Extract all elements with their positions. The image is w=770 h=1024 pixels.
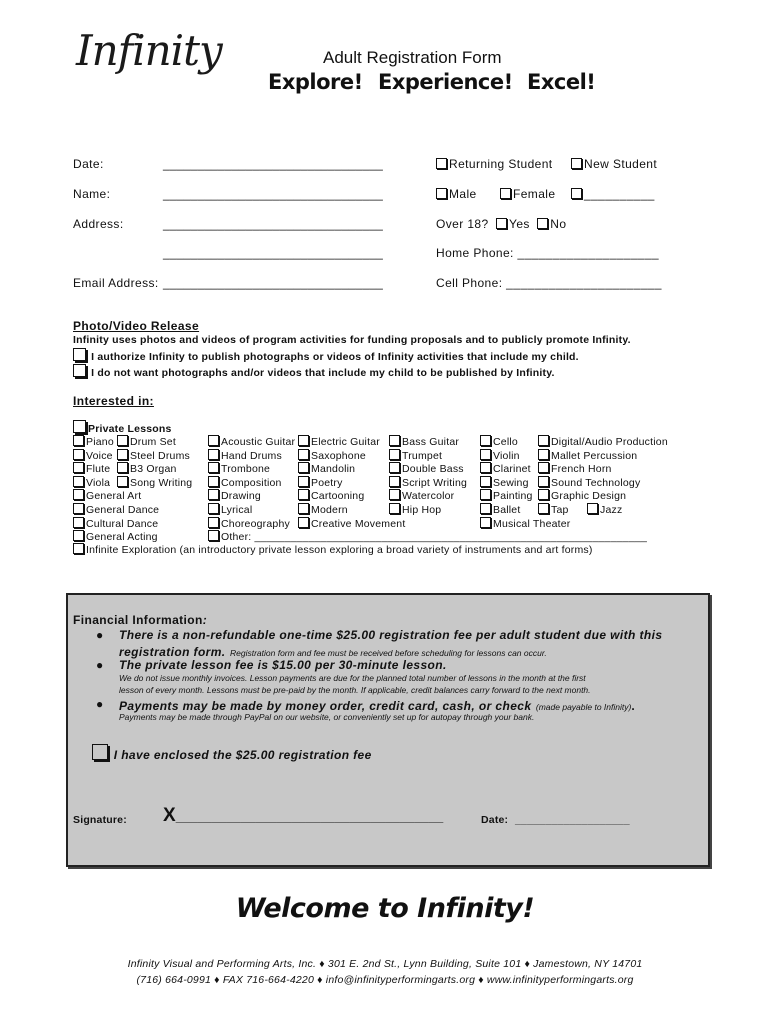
checkbox-icon xyxy=(571,158,582,169)
checkbox-icon xyxy=(208,517,219,528)
checkbox-icon xyxy=(436,188,447,199)
checkbox-icon xyxy=(538,503,549,514)
bullet-icon: ● xyxy=(96,658,104,672)
checkbox-icon xyxy=(208,435,219,446)
footer-contact: (716) 664-0991 ♦ FAX 716-664-4220 ♦ info@infinityperformingarts.org ♦ www.infinityperformingarts.org xyxy=(136,974,634,986)
interest-option[interactable]: Trombone xyxy=(208,462,270,475)
interest-option[interactable]: General Dance xyxy=(73,503,159,516)
over18-yes-option[interactable]: Yes xyxy=(496,217,530,231)
checkbox-icon xyxy=(73,348,86,361)
interest-option[interactable]: General Acting xyxy=(73,530,158,543)
checkbox-icon xyxy=(208,489,219,500)
address-label: Address: xyxy=(73,217,124,231)
photo-decline-option[interactable]: I do not want photographs and/or videos that include my child to be published by Infinity. xyxy=(73,364,555,379)
slogan-experience: Experience! xyxy=(378,70,513,94)
checkbox-icon xyxy=(389,503,400,514)
interest-option[interactable]: Sound Technology xyxy=(538,476,640,489)
checkbox-icon xyxy=(537,218,548,229)
checkbox-icon xyxy=(73,543,84,554)
interest-option-infinite-exploration[interactable]: Infinite Exploration (an introductory private lesson exploring a broad variety of instruments and art forms) xyxy=(73,543,593,556)
payment-detail: Payments may be made through PayPal on our website, or conveniently set up for autopay through your bank. xyxy=(119,712,535,722)
checkbox-icon xyxy=(389,476,400,487)
interest-option[interactable]: Drum Set xyxy=(117,435,176,448)
checkbox-icon xyxy=(73,364,86,377)
interest-option[interactable]: Voice xyxy=(73,449,113,462)
photo-release-heading: Photo/Video Release xyxy=(73,319,200,333)
interest-option[interactable]: Digital/Audio Production xyxy=(538,435,668,448)
checkbox-icon xyxy=(73,420,86,433)
checkbox-icon xyxy=(389,462,400,473)
interest-option[interactable]: Violin xyxy=(480,449,520,462)
over18-label: Over 18? xyxy=(436,217,489,231)
interest-option[interactable]: Cello xyxy=(480,435,518,448)
interest-option[interactable]: Cultural Dance xyxy=(73,517,158,530)
interest-option[interactable]: Hand Drums xyxy=(208,449,282,462)
interest-option[interactable]: Poetry xyxy=(298,476,343,489)
interest-option[interactable]: B3 Organ xyxy=(117,462,177,475)
interest-option[interactable]: Acoustic Guitar xyxy=(208,435,295,448)
checkbox-icon xyxy=(389,449,400,460)
date-field[interactable]: ________________________________ xyxy=(163,157,383,171)
name-label: Name: xyxy=(73,187,111,201)
checkbox-icon xyxy=(117,462,128,473)
slogan-excel: Excel! xyxy=(527,70,596,94)
checkbox-icon xyxy=(298,435,309,446)
fee-statement: There is a non-refundable one-time $25.00 registration fee per adult student due with this xyxy=(119,628,663,642)
interest-option[interactable]: Cartooning xyxy=(298,489,364,502)
checkbox-icon xyxy=(73,435,84,446)
over18-row xyxy=(436,217,566,231)
interest-option[interactable]: Drawing xyxy=(208,489,261,502)
checkbox-icon xyxy=(73,462,84,473)
checkbox-icon xyxy=(587,503,598,514)
checkbox-icon xyxy=(436,158,447,169)
checkbox-icon xyxy=(538,476,549,487)
checkbox-icon xyxy=(208,476,219,487)
checkbox-icon xyxy=(73,489,84,500)
interest-option[interactable]: Graphic Design xyxy=(538,489,626,502)
signature-field[interactable]: X_____________________________________ xyxy=(163,805,444,826)
welcome-message: Welcome to Infinity! xyxy=(235,893,535,924)
checkbox-icon xyxy=(298,476,309,487)
signature-date-field[interactable]: ___________________ xyxy=(515,814,630,826)
checkbox-icon xyxy=(480,489,491,500)
checkbox-icon xyxy=(480,462,491,473)
photo-release-statement: Infinity uses photos and videos of program activities for funding proposals and to publicly promote Infinity. xyxy=(73,334,631,346)
slogan-explore: Explore! xyxy=(268,70,363,94)
checkbox-icon xyxy=(480,503,491,514)
footer-address: Infinity Visual and Performing Arts, Inc. ♦ 301 E. 2nd St., Lynn Building, Suite 101 ♦ Jamestown, NY 14701 xyxy=(127,958,643,970)
interest-option[interactable]: Electric Guitar xyxy=(298,435,380,448)
checkbox-icon xyxy=(298,462,309,473)
cell-phone-field[interactable]: Cell Phone: ______________________ xyxy=(436,276,662,290)
form-title: Adult Registration Form xyxy=(323,48,502,67)
interest-option-other[interactable]: Other: _________________________________________________________________ xyxy=(208,530,647,543)
checkbox-icon xyxy=(480,435,491,446)
checkbox-icon xyxy=(208,503,219,514)
checkbox-icon xyxy=(73,530,84,541)
interest-option[interactable]: French Horn xyxy=(538,462,612,475)
checkbox-icon xyxy=(73,449,84,460)
checkbox-icon xyxy=(73,517,84,528)
checkbox-icon xyxy=(92,744,108,760)
other-gender-option[interactable]: __________ xyxy=(571,187,655,201)
returning-student-option[interactable]: Returning Student xyxy=(436,157,553,171)
checkbox-icon xyxy=(571,188,582,199)
checkbox-icon xyxy=(389,435,400,446)
interest-option[interactable]: Mallet Percussion xyxy=(538,449,637,462)
fee-statement-cont: registration form. Registration form and fee must be received before scheduling for lessons can occur. xyxy=(119,645,547,659)
email-label: Email Address: xyxy=(73,276,159,290)
interest-option[interactable]: Composition xyxy=(208,476,282,489)
checkbox-icon xyxy=(73,503,84,514)
interest-option[interactable]: Watercolor xyxy=(389,489,454,502)
checkbox-icon xyxy=(298,517,309,528)
signature-label: Signature: xyxy=(73,814,127,826)
interest-option[interactable]: Flute xyxy=(73,462,110,475)
checkbox-icon xyxy=(389,489,400,500)
checkbox-icon xyxy=(117,435,128,446)
home-phone-field[interactable]: Home Phone: ____________________ xyxy=(436,246,659,260)
payment-methods: Payments may be made by money order, credit card, cash, or check (made payable to Infinity). xyxy=(119,699,636,713)
photo-authorize-option[interactable]: I authorize Infinity to publish photographs or videos of Infinity activities that include my child. xyxy=(73,348,579,363)
interest-option[interactable]: Viola xyxy=(73,476,110,489)
interest-option[interactable]: Clarinet xyxy=(480,462,531,475)
interest-option[interactable]: Trumpet xyxy=(389,449,442,462)
female-option[interactable]: Female xyxy=(500,187,555,201)
interest-option[interactable]: Double Bass xyxy=(389,462,464,475)
checkbox-icon xyxy=(73,476,84,487)
address-field-2[interactable]: ________________________________ xyxy=(163,246,383,260)
checkbox-icon xyxy=(496,218,507,229)
interest-option[interactable]: Lyrical xyxy=(208,503,252,516)
infinity-logo: Infinity xyxy=(76,26,222,75)
signature-x: X xyxy=(163,805,176,826)
interest-option[interactable]: Song Writing xyxy=(117,476,192,489)
checkbox-icon xyxy=(208,449,219,460)
checkbox-icon xyxy=(298,449,309,460)
checkbox-icon xyxy=(500,188,511,199)
email-field[interactable]: ________________________________ xyxy=(163,276,383,290)
interest-option[interactable]: Ballet xyxy=(480,503,520,516)
interest-option[interactable]: Choreography xyxy=(208,517,290,530)
checkbox-icon xyxy=(538,435,549,446)
interest-option[interactable]: Tap xyxy=(538,503,569,516)
bullet-icon: ● xyxy=(96,628,104,642)
checkbox-icon xyxy=(117,476,128,487)
over18-no-option[interactable]: No xyxy=(537,217,566,231)
name-field[interactable]: ________________________________ xyxy=(163,187,383,201)
male-option[interactable]: Male xyxy=(436,187,477,201)
financial-heading: Financial Information: xyxy=(73,613,208,627)
interest-option[interactable]: Saxophone xyxy=(298,449,366,462)
checkbox-icon xyxy=(480,517,491,528)
interest-option[interactable]: Piano xyxy=(73,435,114,448)
interest-option[interactable]: Hip Hop xyxy=(389,503,441,516)
lesson-fee-detail-1: We do not issue monthly invoices. Lesson payments are due for the planned total number of lessons in the month at the first xyxy=(119,673,586,683)
interest-option[interactable]: Bass Guitar xyxy=(389,435,459,448)
interest-option[interactable]: General Art xyxy=(73,489,141,502)
lesson-fee-statement: The private lesson fee is $15.00 per 30-minute lesson. xyxy=(119,658,447,672)
interest-option[interactable]: Steel Drums xyxy=(117,449,190,462)
interest-option[interactable]: Creative Movement xyxy=(298,517,405,530)
interest-option[interactable]: Musical Theater xyxy=(480,517,571,530)
interest-option[interactable]: Modern xyxy=(298,503,348,516)
interest-option-jazz[interactable]: Jazz xyxy=(587,503,622,516)
date-label: Date: xyxy=(73,157,104,171)
checkbox-icon xyxy=(538,489,549,500)
checkbox-icon xyxy=(538,449,549,460)
signature-date-label: Date: xyxy=(481,814,509,826)
checkbox-icon xyxy=(208,530,219,541)
bullet-icon: ● xyxy=(96,697,104,711)
checkbox-icon xyxy=(538,462,549,473)
address-field-1[interactable]: ________________________________ xyxy=(163,217,383,231)
new-student-option[interactable]: New Student xyxy=(571,157,657,171)
private-lessons-option[interactable]: Private Lessons xyxy=(73,420,172,435)
interest-option[interactable]: Mandolin xyxy=(298,462,355,475)
enclosed-fee-option[interactable]: I have enclosed the $25.00 registration fee xyxy=(92,744,372,762)
checkbox-icon xyxy=(298,503,309,514)
checkbox-icon xyxy=(480,476,491,487)
interest-option[interactable]: Sewing xyxy=(480,476,529,489)
interest-option[interactable]: Script Writing xyxy=(389,476,467,489)
interest-option[interactable]: Painting xyxy=(480,489,533,502)
lesson-fee-detail-2: lesson of every month. Lessons must be pre-paid by the month. If applicable, credit balances carry forward to the next month. xyxy=(119,685,591,695)
checkbox-icon xyxy=(480,449,491,460)
interests-heading: Interested in: xyxy=(73,394,154,408)
checkbox-icon xyxy=(117,449,128,460)
checkbox-icon xyxy=(298,489,309,500)
checkbox-icon xyxy=(208,462,219,473)
